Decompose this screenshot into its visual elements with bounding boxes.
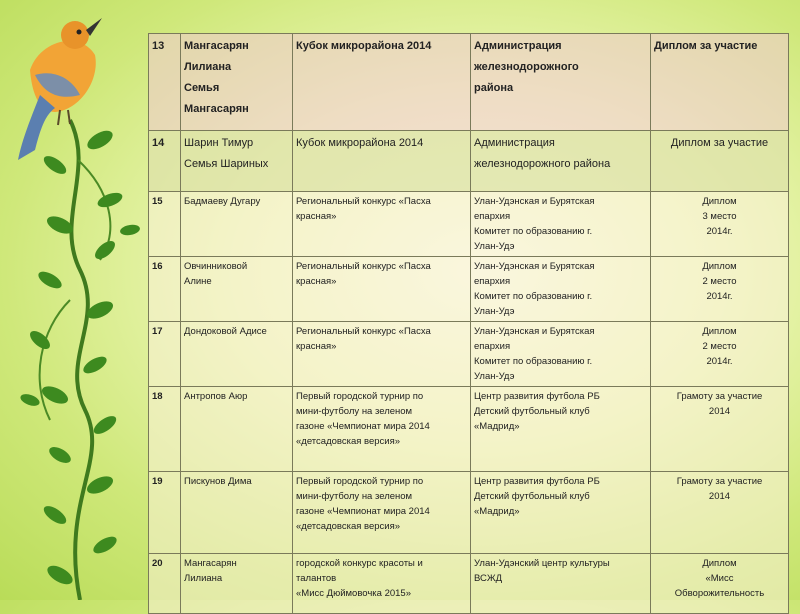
table-row (149, 192, 789, 257)
row-number: 16 (149, 257, 181, 322)
row-number: 18 (149, 387, 181, 472)
event-name: Кубок микрорайона 2014 (293, 34, 471, 131)
event-name: Региональный конкурс «Пасха красная» (293, 257, 471, 322)
event-name: Кубок микрорайона 2014 (293, 131, 471, 192)
table-row (149, 34, 789, 131)
row-number: 15 (149, 192, 181, 257)
result: Грамоту за участие 2014 (651, 472, 789, 554)
event-name: Региональный конкурс «Пасха красная» (293, 322, 471, 387)
participant-name: Мангасарян Лилиана Семья Мангасарян (181, 34, 293, 131)
participant-name: Бадмаеву Дугару (181, 192, 293, 257)
result: Диплом за участие (651, 131, 789, 192)
participant-name: Дондоковой Адисе (181, 322, 293, 387)
row-number: 13 (149, 34, 181, 131)
participant-name: Антропов Аюр (181, 387, 293, 472)
organizer: Улан-Удэнский центр культуры ВСЖД (471, 554, 651, 614)
row-number: 17 (149, 322, 181, 387)
organizer: Улан-Удэнская и Бурятская епархия Комитет по образованию г. Улан-Удэ (471, 322, 651, 387)
result: Диплом за участие (651, 34, 789, 131)
row-number: 20 (149, 554, 181, 614)
participant-name: Шарин Тимур Семья Шариных (181, 131, 293, 192)
result: Диплом 2 место 2014г. (651, 257, 789, 322)
organizer: Улан-Удэнская и Бурятская епархия Комитет по образованию г. Улан-Удэ (471, 257, 651, 322)
awards-table-container (148, 33, 788, 614)
table-row (149, 131, 789, 192)
participant-name: Овчинниковой Алине (181, 257, 293, 322)
table-row (149, 387, 789, 472)
awards-table (148, 33, 789, 614)
participant-name: Мангасарян Лилиана (181, 554, 293, 614)
bird-icon (18, 18, 102, 160)
organizer: Администрация железнодорожного района (471, 131, 651, 192)
organizer: Улан-Удэнская и Бурятская епархия Комитет по образованию г. Улан-Удэ (471, 192, 651, 257)
table-row (149, 554, 789, 614)
event-name: Первый городской турнир по мини-футболу на зеленом газоне «Чемпионат мира 2014 «детсадовская версия» (293, 472, 471, 554)
event-name: городской конкурс красоты и талантов «Мисс Дюймовочка 2015» (293, 554, 471, 614)
table-row (149, 322, 789, 387)
table-row (149, 472, 789, 554)
row-number: 19 (149, 472, 181, 554)
result: Диплом 3 место 2014г. (651, 192, 789, 257)
row-number: 14 (149, 131, 181, 192)
organizer: Центр развития футбола РБ Детский футбольный клуб «Мадрид» (471, 387, 651, 472)
vine-bird-decoration (0, 0, 160, 600)
result: Грамоту за участие 2014 (651, 387, 789, 472)
event-name: Первый городской турнир по мини-футболу на зеленом газоне «Чемпионат мира 2014 «детсадовская версия» (293, 387, 471, 472)
table-row (149, 257, 789, 322)
organizer: Центр развития футбола РБ Детский футбольный клуб «Мадрид» (471, 472, 651, 554)
result: Диплом «Мисс Обворожительность (651, 554, 789, 614)
participant-name: Пискунов Дима (181, 472, 293, 554)
organizer: Администрация железнодорожного района (471, 34, 651, 131)
result: Диплом 2 место 2014г. (651, 322, 789, 387)
event-name: Региональный конкурс «Пасха красная» (293, 192, 471, 257)
